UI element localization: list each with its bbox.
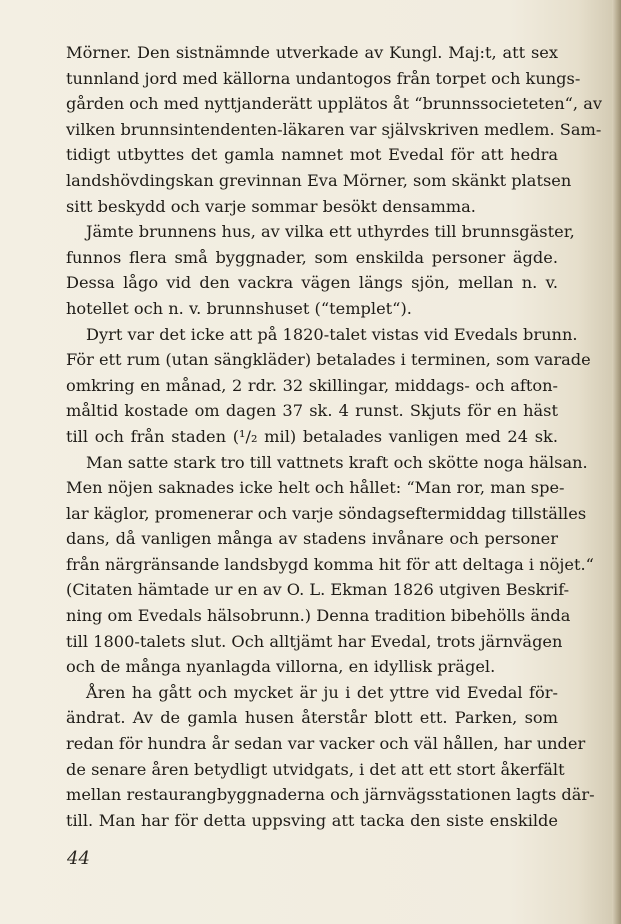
text-line: sitt beskydd och varje sommar besökt densamma. [66,196,476,216]
text-line: från närgränsande landsbygd komma hit för att deltaga i nöjet.“ [66,554,594,574]
text-line: mellan restaurangbyggnaderna och järnvägsstationen lagts där- [66,785,595,805]
text-line: vilken brunnsintendenten-läkaren var självskriven medlem. Sam- [66,119,602,139]
text-line: hotellet och n. v. brunnshuset (“templet“). [66,298,412,318]
paragraph-3 [66,322,591,450]
paragraph-1 [66,40,603,219]
paragraph-5 [66,680,595,834]
text-line: omkring en månad, 2 rdr. 32 skillingar, middags- och afton- [66,375,558,395]
text-line: dans, då vanligen många av stadens invånare och personer [66,529,558,549]
text-line: Man satte stark tro till vattnets kraft och skötte noga hälsan. [86,452,588,472]
text-line: och de många nyanlagda villorna, en idyllisk prägel. [66,657,496,677]
page-edge-shadow [612,0,621,924]
text-line: ning om Evedals hälsobrunn.) Denna tradition bibehölls ända [66,606,571,626]
text-line: Åren ha gått och mycket är ju i det yttre vid Evedal för- [86,682,558,702]
text-line: Jämte brunnens hus, av vilka ett uthyrdes till brunnsgäster, [86,222,575,242]
text-line: tunnland jord med källorna undantogos från torpet och kungs- [66,68,581,88]
text-line: gården och med nyttjanderätt upplätos åt “brunnssocieteten“, av [66,94,603,114]
text-line: Dessa lågo vid den vackra vägen längs sjön, mellan n. v. [66,273,558,293]
text-line: Men nöjen saknades icke helt och hållet: “Man ror, man spe- [66,478,565,498]
text-line: till. Man har för detta uppsving att tacka den siste enskilde [66,810,558,830]
body-text [66,40,603,833]
text-line: För ett rum (utan sängkläder) betalades i terminen, som varade [66,350,591,370]
text-line: (Citaten hämtade ur en av O. L. Ekman 1826 utgiven Beskrif- [66,580,570,600]
text-line: de senare åren betydligt utvidgats, i det att ett stort åkerfält [66,759,565,779]
text-line: ändrat. Av de gamla husen återstår blott ett. Parken, som [66,708,558,728]
text-line: redan för hundra år sedan var vacker och väl hållen, har under [66,734,586,754]
paragraph-4 [66,450,594,680]
paragraph-2 [66,219,575,321]
text-line: tidigt utbyttes det gamla namnet mot Evedal för att hedra [66,145,558,165]
text-line: lar käglor, promenerar och varje söndagseftermiddag tillställes [66,503,587,523]
page-number: 44 [67,848,90,869]
text-line: måltid kostade om dagen 37 sk. 4 runst. Skjuts för en häst [66,401,558,421]
text-line: funnos flera små byggnader, som enskilda personer ägde. [66,247,558,267]
text-line: till och från staden (¹/₂ mil) betalades vanligen med 24 sk. [66,426,558,446]
text-line: till 1800-talets slut. Och alltjämt har Evedal, trots järnvägen [66,631,563,651]
text-line: Dyrt var det icke att på 1820-talet vistas vid Evedals brunn. [86,324,578,344]
text-line: landshövdingskan grevinnan Eva Mörner, som skänkt platsen [66,170,572,190]
text-line: Mörner. Den sistnämnde utverkade av Kungl. Maj:t, att sex [66,43,558,62]
